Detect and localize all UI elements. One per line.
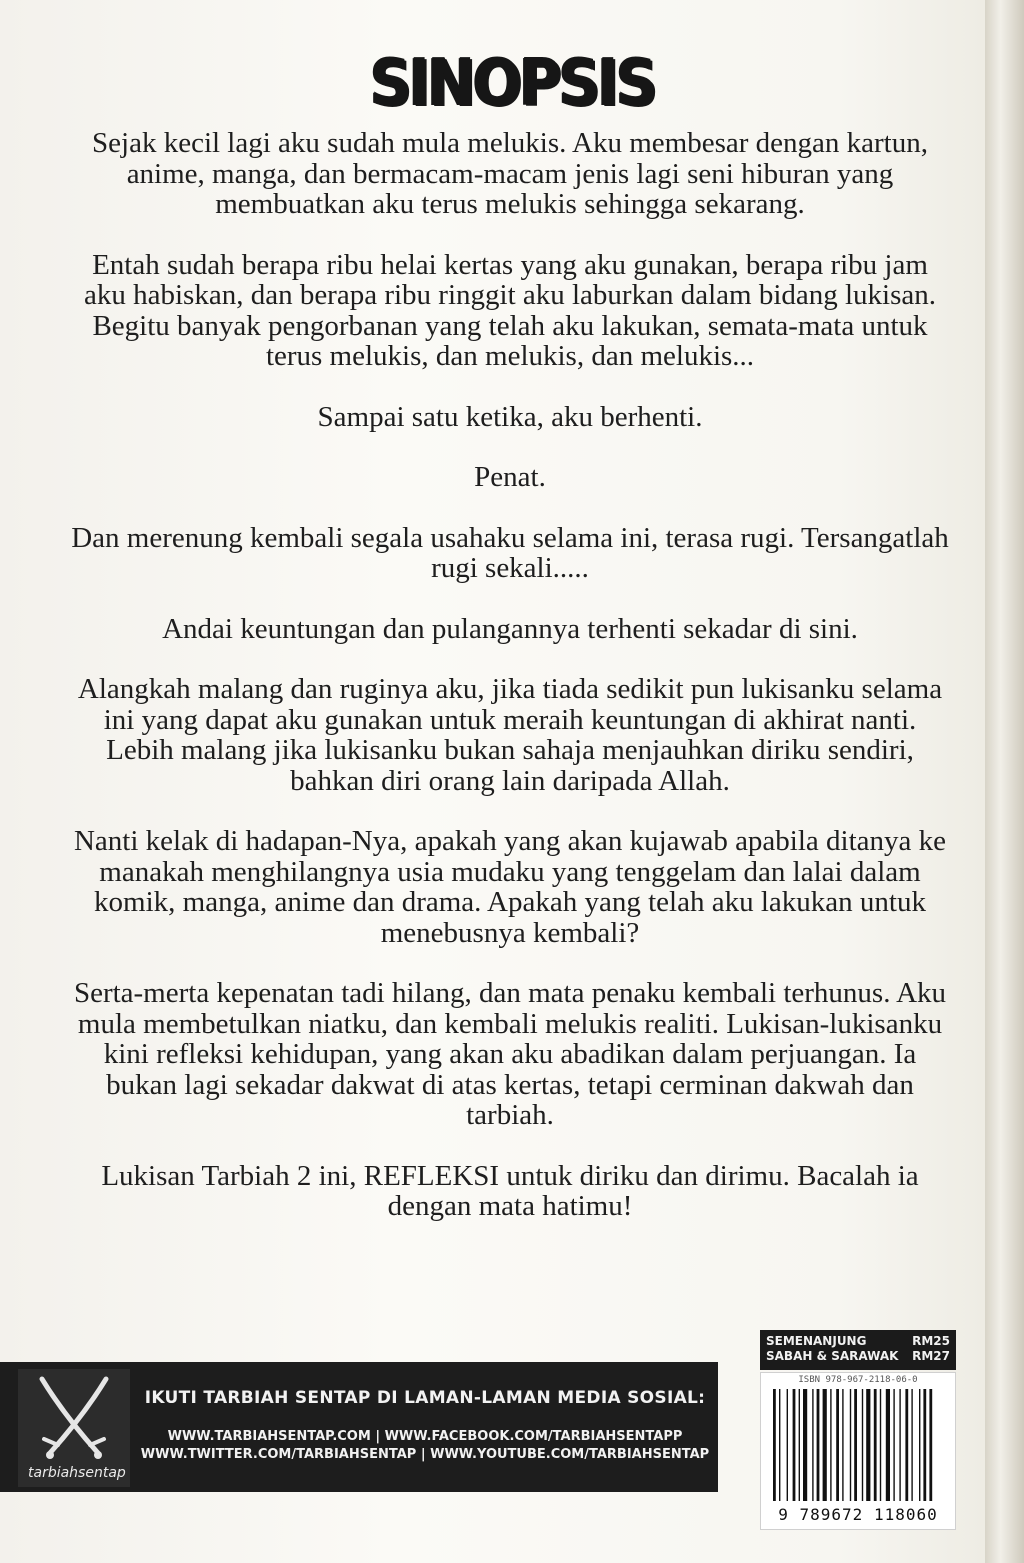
- social-links: [140, 1428, 710, 1464]
- book-spine: [985, 0, 1024, 1563]
- synopsis-paragraph: Lukisan Tarbiah 2 ini, REFLEKSI untuk diriku dan dirimu. Bacalah ia dengan mata hatimu!: [101, 1159, 919, 1222]
- barcode-bar: [929, 1389, 932, 1501]
- synopsis-paragraph: Alangkah malang dan ruginya aku, jika tiada sedikit pun lukisanku selama ini yang dapat aku gunakan untuk meraih keuntungan di akhirat nanti. Lebih malang jika lukisanku bukan sahaja menjauhkan diriku sendiri, bahkan diri orang lain daripada Allah.: [77, 673, 943, 797]
- barcode-bar: [886, 1389, 890, 1501]
- barcode-bar: [899, 1389, 900, 1501]
- barcode-digits: 9 789672 118060: [778, 1505, 938, 1524]
- barcode-bar: [803, 1389, 807, 1501]
- synopsis-paragraph: Penat.: [474, 461, 546, 493]
- barcode-bar: [836, 1389, 839, 1501]
- barcode-bar: [893, 1389, 894, 1501]
- synopsis-paragraph: Serta-merta kepenatan tadi hilang, dan mata penaku kembali terhunus. Aku mula membetulkan niatku, dan kembali melukis realiti. Lukisan-lukisanku kini refleksi kehidupan, yang akan aku abadikan dalam perjuangan. Ia bukan lagi sekadar dakwat di atas kertas, tetapi cerminan dakwah dan tarbiah.: [73, 977, 947, 1131]
- page-title: SINOPSIS: [369, 44, 655, 120]
- barcode-bars: [771, 1389, 947, 1503]
- barcode-bar: [854, 1389, 857, 1501]
- barcode-bar: [866, 1389, 870, 1501]
- barcode-bar: [905, 1389, 908, 1501]
- isbn-label: ISBN 978-967-2118-06-0: [798, 1375, 918, 1385]
- publisher-logo-text: tarbiahsentap: [28, 1465, 126, 1481]
- social-links-line-1: WWW.TARBIAHSENTAP.COM | WWW.FACEBOOK.COM/TARBIAHSENTAPP: [167, 1429, 683, 1444]
- barcode-bar: [919, 1389, 920, 1501]
- crossed-swords-icon: [34, 1375, 114, 1463]
- price-value-1: RM25: [912, 1334, 950, 1348]
- barcode-bar: [793, 1389, 796, 1501]
- social-links-line-2: WWW.TWITTER.COM/TARBIAHSENTAP | WWW.YOUTUBE.COM/TARBIAHSENTAP: [140, 1447, 710, 1462]
- synopsis-paragraph: Dan merenung kembali segala usahaku selama ini, terasa rugi. Tersangatlah rugi sekali.....: [71, 521, 949, 584]
- barcode-bar: [823, 1389, 827, 1501]
- barcode-bar: [779, 1389, 780, 1501]
- price-region-2: SABAH & SARAWAK: [766, 1349, 899, 1363]
- synopsis-body: [70, 128, 950, 1252]
- synopsis-paragraph: Entah sudah berapa ribu helai kertas yang aku gunakan, berapa ribu jam aku habiskan, dan berapa ribu ringgit aku laburkan dalam bidang lukisan. Begitu banyak pengorbanan yang telah aku lakukan, semata-mata untuk terus melukis, dan melukis, dan melukis...: [83, 248, 937, 372]
- social-media-banner: [0, 1362, 718, 1492]
- barcode-bar: [799, 1389, 800, 1501]
- price-label: [760, 1330, 956, 1370]
- barcode-bar: [874, 1389, 877, 1501]
- barcode-bar: [817, 1389, 820, 1501]
- barcode-bar: [862, 1389, 863, 1501]
- barcode-bar: [923, 1389, 926, 1501]
- synopsis-paragraph: Sejak kecil lagi aku sudah mula melukis. Aku membesar dengan kartun, anime, manga, dan bermacam-macam jenis lagi seni hiburan yang membuatkan aku terus melukis sehingga sekarang.: [92, 127, 928, 220]
- barcode-bar: [842, 1389, 843, 1501]
- barcode-bar: [880, 1389, 881, 1501]
- barcode-bar: [850, 1389, 851, 1501]
- synopsis-paragraph: Sampai satu ketika, aku berhenti.: [317, 400, 703, 433]
- barcode-bar: [812, 1389, 813, 1501]
- barcode-bar: [773, 1389, 776, 1501]
- synopsis-paragraph: Nanti kelak di hadapan-Nya, apakah yang akan kujawab apabila ditanya ke manakah menghilangnya usia mudaku yang tenggelam dan lalai dalam komik, manga, anime dan drama. Apakah yang telah aku lakukan untuk menebusnya kembali?: [73, 825, 947, 949]
- follow-heading: IKUTI TARBIAH SENTAP DI LAMAN-LAMAN MEDIA SOSIAL:: [144, 1388, 706, 1408]
- price-value-2: RM27: [912, 1349, 950, 1363]
- barcode-bar: [787, 1389, 788, 1501]
- barcode-bar: [830, 1389, 831, 1501]
- synopsis-paragraph: Andai keuntungan dan pulangannya terhenti sekadar di sini.: [162, 612, 858, 645]
- barcode-bar: [911, 1389, 912, 1501]
- price-region-1: SEMENANJUNG: [766, 1334, 867, 1348]
- publisher-logo: [18, 1369, 130, 1487]
- barcode: [760, 1372, 956, 1530]
